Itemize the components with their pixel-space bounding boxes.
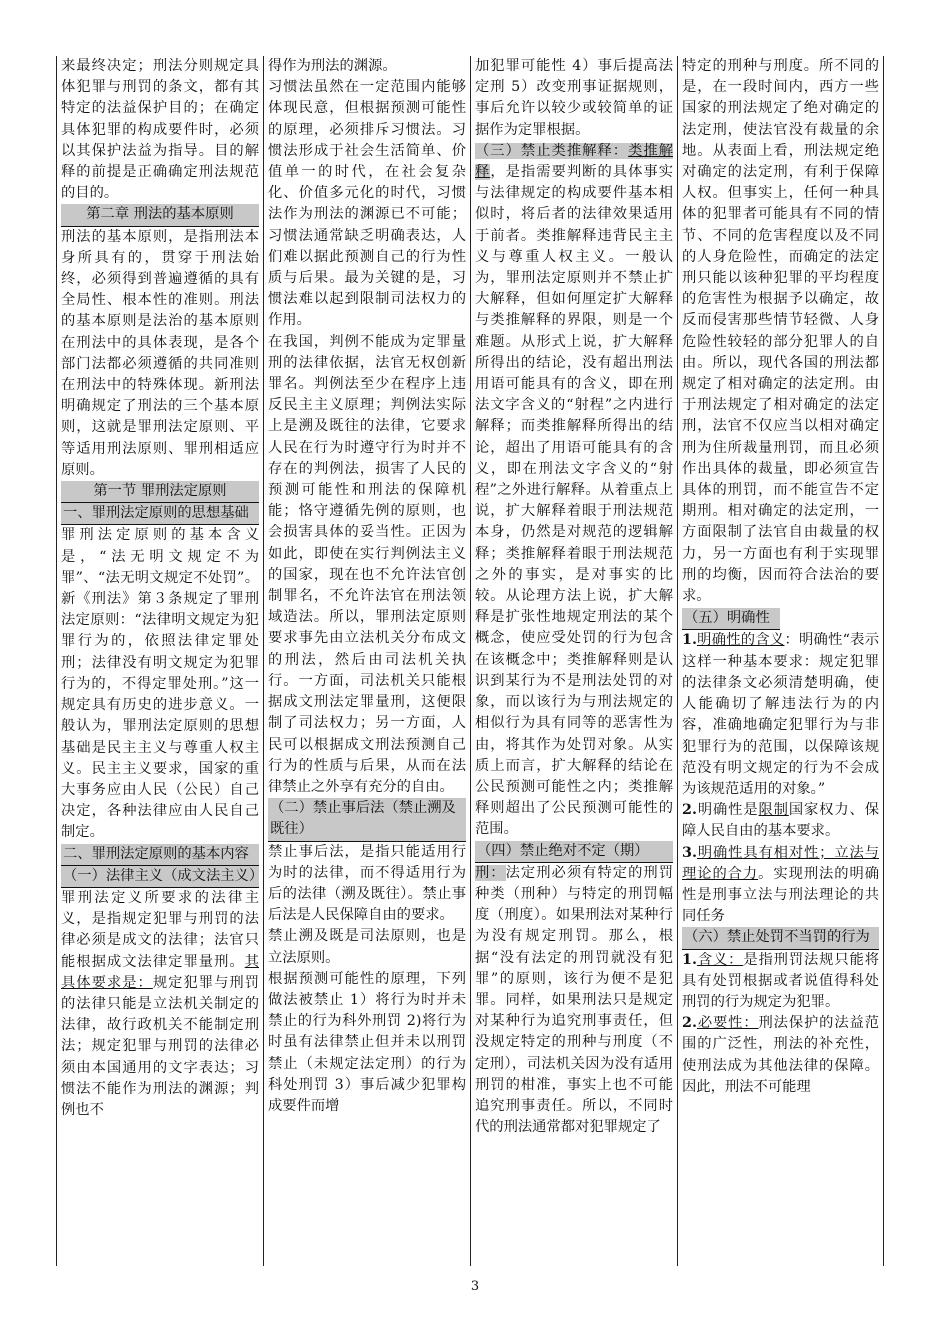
subsection-heading: （五）明确性: [682, 608, 780, 630]
underlined-text: 明确性具有相对性；立法与理论的合力: [682, 844, 879, 882]
text-run: 国家权力、保障人民自由的基本要求。: [682, 802, 879, 840]
column-2: [263, 56, 470, 1266]
paragraph: 罪刑法定原则的基本含义是，“法无明文规定不为罪”、“法无明文规定不处罚”。新《刑法》第３条规定了罪刑法定原则：“法律明文规定为犯罪行为的，依照法律定罪处刑；法律没有明文规定为犯罪行为的，不得定罪处刑。”这一规定具有历史的进步意义。一般认为，罪刑法定原则的思想基础是民主主义与尊重人权主义。民主主义要求，国家的重大事务应由人民（公民）自己决定，各种法律应由人民自己制定。: [61, 527, 259, 841]
underlined-text: 限制: [758, 802, 789, 819]
page-number: 3: [470, 1279, 480, 1294]
underlined-text: 类推解释: [475, 142, 674, 181]
text-run: 明确性是: [696, 802, 759, 819]
paragraph: 习惯法虽然在一定范围内能够体现民意，但根据预测可能性的原理，必须排斥习惯法。习惯法形成于社会生活简单、价值单一的时代，在社会复杂化、价值多元化的时代，习惯法作为刑法的渊源已不可能；习惯法通常缺乏明确表达，人们难以据此预测自己的行为性质与后果。最为关键的是，习惯法难以起到限制司法权力的作用。: [268, 79, 466, 329]
paragraph: [475, 863, 673, 1139]
paragraph: [682, 800, 879, 842]
paragraph: [682, 950, 879, 1014]
subsection-heading: （二）禁止事后法（禁止溯及既往）: [268, 798, 466, 841]
paragraph: 来最终决定；刑法分则规定具体犯罪与刑罚的条文，都有其特定的法益保护目的；在确定具体犯罪的构成要件时，必须以其保护法益为指导。目的解释的前提是正确确定刑法规范的目的。: [61, 58, 259, 202]
subsection-heading: 一、罪刑法定原则的思想基础: [61, 503, 259, 525]
item-number: 1.: [682, 632, 697, 649]
section-heading: 第一节 罪刑法定原则: [61, 481, 259, 503]
item-number: 1.: [682, 951, 697, 968]
text-run: 规定犯罪与刑罚的法律只能是立法机关制定的法律，故行政机关不能制定刑法；规定犯罪与刑罚的法律必须由本国通用的文字表达；习惯法不能作为刑法的渊源；判例也不: [61, 974, 260, 1118]
underlined-text: 明确性的含义: [696, 632, 785, 649]
paragraph: [61, 888, 259, 1121]
column-1: [56, 56, 263, 1266]
paragraph: 加犯罪可能性 4）事后提高法定刑 5）改变刑事证据规则，事后允许以较少或较简单的证据作为定罪根据。: [475, 58, 673, 138]
paragraph: 得作为刑法的渊源。: [268, 58, 397, 74]
subsection-heading: 二、罪刑法定原则的基本内容: [61, 844, 259, 866]
underlined-text: 含义：: [696, 951, 744, 968]
underlined-text: 其具体要求是：: [61, 953, 259, 991]
paragraph: [475, 141, 673, 841]
subsection-heading: （六）禁止处罚不当罚的行为: [682, 927, 879, 949]
subsection-heading: （四）禁止绝对不定（期）: [475, 841, 673, 863]
text-run: ，是指需要判断的具体事实与法律规定的构成要件基本相似时，将后者的法律效果适用于前者。类推解释违背民主主义与尊重人权主义。一般认为，罪刑法定原则并不禁止扩大解释，但如何厘定扩大解释与类推解释的界限，则是一个难题。从形式上说，扩大解释所得出的结论，没有超出刑法用语可能具有的含义，即在刑法文字含义的“射程”之内进行解释；而类推解释所得出的结论，超出了用语可能具有的含义，即在刑法文字含义的“射程”之外进行解释。从着重点上说，扩大解释着眼于刑法规范本身，仍然是对规范的逻辑解释；类推解释着眼于刑法规范之外的事实，是对事实的比较。从论理方法上说，扩大解释是扩张性地规定刑法的某个概念，使应受处罚的行为包含在该概念中；类推解释则是认识到某行为不是刑法处罚的对象，而以该行为与刑法规定的相似行为具有同等的恶害性为由，将其作为处罚对象。从实质上而言，扩大解释的结论在公民预测可能性之内；类推解释则超出了公民预测可能性的范围。: [475, 164, 674, 838]
paragraph: [682, 843, 879, 928]
chapter-heading: 第二章 刑法的基本原则: [61, 204, 259, 226]
text-run: ：明确性“表示这样一种基本要求：规定犯罪的法律条文必须清楚明确，使人能确切了解违法行为的内容，准确地确定犯罪行为与非犯罪行为的范围，以保障该规范没有明文规定的行为不会成为该规范适用的对象。”: [682, 632, 879, 797]
inline-heading: 刑：: [475, 864, 506, 881]
document-page: [56, 56, 900, 1266]
item-number: 2.: [682, 1015, 697, 1032]
text-run: 刑法保护的法益范围的广泛性，刑法的补充性，使刑法成为其他法律的保障。因此，刑法不可能理: [682, 1015, 879, 1095]
item-number: 3.: [682, 844, 697, 861]
paragraph: 特定的刑种与刑度。所不同的是，在一段时间内，西方一些国家的刑法规定了绝对确定的法定刑，使法官没有裁量的余地。从表面上看，刑法规定绝对确定的法定刑，有利于保障人权。但事实上，任何一种具体的犯罪者可能具有不同的情节、不同的危害程度以及不同的人身危险性，而确定的法定刑只能以该种犯罪的平均程度的危害性为根据予以确定，故反而侵害那些情节轻微、人身危险性较轻的部分犯罪人的自由。所以，现代各国的刑法都规定了相对确定的法定刑。由于刑法规定了相对确定的法定刑，法官不仅应当以相对确定刑为住所裁量刑罚，而且必须作出具体的裁量，即必须宣告具体的刑罚，而不能宣告不定期刑。相对确定的法定刑，一方面限制了法官自由裁量的权力，另一方面也有利于实现罪刑的均衡，因而符合法治的要求。: [682, 58, 879, 605]
paragraph: 禁止溯及既是司法原则，也是立法原则。: [268, 928, 466, 966]
text-run: 法定刑必须有特定的刑罚种类（刑种）与特定的刑罚幅度（刑度）。如果刑法对某种行为没有规定刑罚。那么，根据“没有法定的刑罚就没有犯罪”的原则，该行为便不是犯罪。同样，如果刑法只是规定对某种行为追究刑事责任，但没规定特定的刑种与刑度（不定刑），司法机关因为没有适用刑罚的柑准，事实上也不可能追究刑事责任。所以，不同时代的刑法通常都对犯罪规定了: [475, 864, 674, 1136]
paragraph: [682, 1013, 879, 1098]
paragraph: 在我国，判例不能成为定罪量刑的法律依据，法官无权创新罪名。判例法至少在程序上违反民主主义原理；判例法实际上是溯及既往的法律，它要求人民在行为时遵守行为时并不存在的判例法，损害了人民的预测可能性和刑法的保障机能；恪守遵循先例的原则，也会损害具体的妥当性。正因为如此，即使在实行判例法主义的国家，现在也不允许法官创制罪名，不允许法官在刑法领域造法。所以，罪刑法定原则要求事先由立法机关分布成文的刑法，然后由司法机关执行。一方面，司法机关只能根据成文刑法定罪量刑，这便限制了司法权力；另一方面，人民可以根据成文刑法预测自己行为的性质与后果，从而在法律禁止之外享有充分的自由。: [268, 333, 466, 795]
inline-heading: （三）禁止类推解释：: [475, 142, 629, 159]
text-run: 是指刑罚法规只能将具有处罚根据或者说值得科处刑罚的行为规定为犯罪。: [682, 951, 879, 1010]
subsection-heading: （一）法律主义（成文法主义）: [61, 866, 259, 888]
item-number: 2.: [682, 802, 697, 819]
paragraph: 根据预测可能性的原理，下列做法被禁止 1）将行为时并未禁止的行为科外刑罚 2)将行为时虽有法律禁止但并未以刑罚禁止（未规定法定刑）的行为科处刑罚 3）事后减少犯罪构成要件而增: [268, 970, 466, 1114]
text-run: 。实现刑法的明确性是刑事立法与刑法理论的共同任务: [682, 865, 880, 925]
paragraph: 禁止事后法，是指只能适用行为时的法律，而不得适用行为后的法律（溯及既往）。禁止事后法是人民保障自由的要求。: [268, 843, 466, 924]
column-4: [677, 56, 884, 1266]
column-3: [470, 56, 677, 1266]
underlined-text: 必要性：: [696, 1015, 759, 1032]
paragraph: 刑法的基本原则，是指刑法本身所具有的，贯穿于刑法始终，必须得到普遍遵循的具有全局性、根本性的准则。刑法的基本原则是法治的基本原则在刑法中的具体表现，是各个部门法都必须遵循的共同准则在刑法中的特殊体现。新刑法明确规定了刑法的三个基本原则，这就是罪刑法定原则、平等适用刑法原则、罪刑相适应原则。: [61, 228, 259, 478]
text-run: 罪刑法定义所要求的法律主义，是指规定犯罪与刑罚的法律必须是成文的法律；法官只能根据成文法律定罪量刑。: [61, 889, 259, 970]
paragraph: [682, 630, 879, 800]
